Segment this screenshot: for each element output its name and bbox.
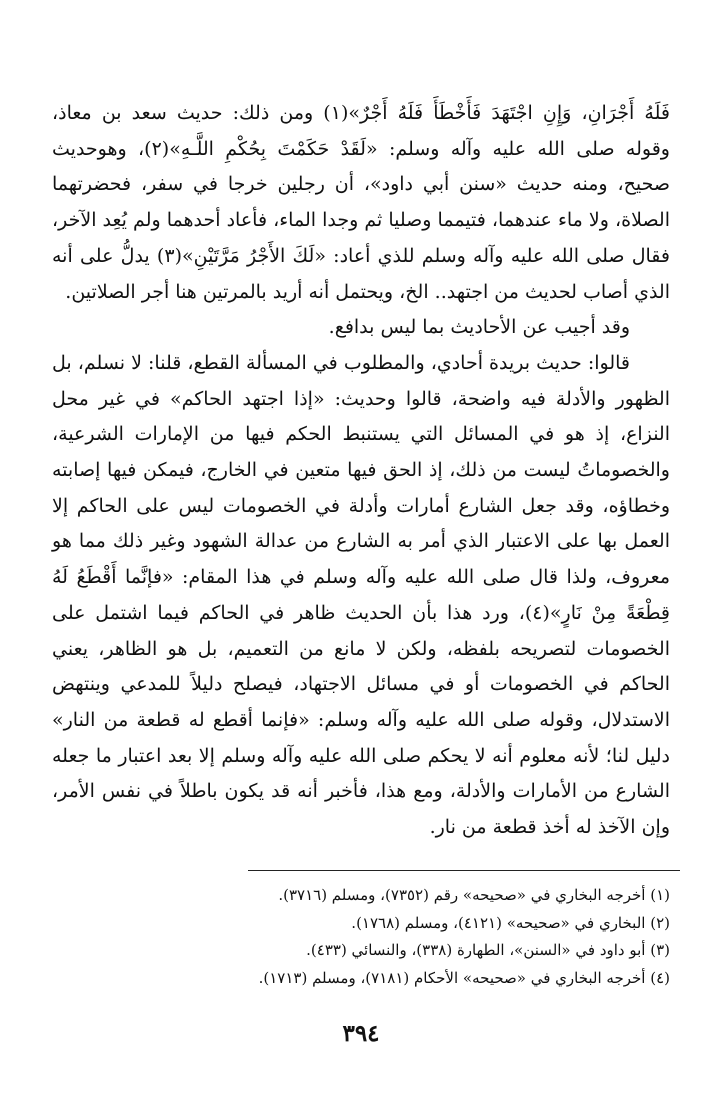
footnote-1: (١) أخرجه البخاري في «صحيحه» رقم (٧٣٥٢)، ومسلم (٣٧١٦). [278,886,670,904]
body-text [52,96,670,846]
footnote-divider [248,870,680,871]
page-number: ٣٩٤ [342,1020,380,1047]
footnote-2: (٢) البخاري في «صحيحه» (٤١٢١)، ومسلم (١٧٦٨). [351,913,670,932]
footnote-4: (٤) أخرجه البخاري في «صحيحه» الأحكام (٧١٨١)، ومسلم (١٧١٣). [258,968,670,987]
footnotes [70,882,670,992]
footnote-3: (٣) أبو داود في «السنن»، الطهارة (٣٣٨)، والنسائي (٤٣٣). [306,941,670,959]
paragraph-1: فَلَهُ أَجْرَانِ، وَإِنِ اجْتَهَدَ فَأَخْطَأَ فَلَهُ أَجْرٌ»(١) ومن ذلك: حديث سعد بن معاذ، وقوله صلى الله عليه وآله وسلم: «لَقَدْ حَكَمْتَ بِحُكْمِ اللَّـهِ»(٢)، وهوحديث صحيح، ومنه حديث «سنن أبي داود»، أن رجلين خرجا في سفر، فحضرتهما الصلاة، ولا ماء عندهما، فتيمما وصليا ثم وجدا الماء، فأعاد أحدهما ولم يُعِد الآخر، فقال صلى الله عليه وآله وسلم للذي أعاد: «لَكَ الأَجْرُ مَرَّتَيْنِ»(٣) يدلُّ على أنه الذي أصاب لحديث من اجتهد.. الخ، ويحتمل أنه أريد بالمرتين هنا أجر الصلاتين. [52,102,670,303]
paragraph-2: وقد أجيب عن الأحاديث بما ليس بدافع. [328,316,630,339]
paragraph-3: قالوا: حديث بريدة أحادي، والمطلوب في المسألة القطع، قلنا: لا نسلم، بل الظهور والأدلة فيه واضحة، قالوا وحديث: «إذا اجتهد الحاكم» في غير محل النزاع، إذ هو في المسائل التي يستنبط الحكم فيها من الإمارات الشرعية، والخصوماتُ ليست من ذلك، إذ الحق فيها متعين في الخارج، فيمكن فيها إصابته وخطاؤه، وقد جعل الشارع أمارات وأدلة في الخصومات ليس على الحاكم إلا العمل بها على الاعتبار الذي أمر به الشارع من عدالة الشهود وغير ذلك مما هو معروف، ولذا قال صلى الله عليه وآله وسلم في هذا المقام: «فإنَّما أَقْطَعُ لَهُ قِطْعَةً مِنْ نَارٍ»(٤)، ورد هذا بأن الحديث ظاهر في الحاكم فيما اشتمل على الخصومات لتصريحه بلفظه، ولكن لا مانع من التعميم، بل هو الظاهر، يعني الحاكم في الخصومات أو في مسائل الاجتهاد، فيصلح دليلاً للمدعي وينتهض الاستدلال، وقوله صلى الله عليه وآله وسلم: «فإنما أقطع له قطعة من النار» دليل لنا؛ لأنه معلوم أنه لا يحكم صلى الله عليه وآله وسلم إلا بعد اعتبار ما جعله الشارع من الأمارات والأدلة، ومع هذا، فأخبر أنه قد يكون باطلاً في نفس الأمر، وإن الآخذ له أخذ قطعة من نار. [52,351,671,839]
main-text [52,96,670,846]
